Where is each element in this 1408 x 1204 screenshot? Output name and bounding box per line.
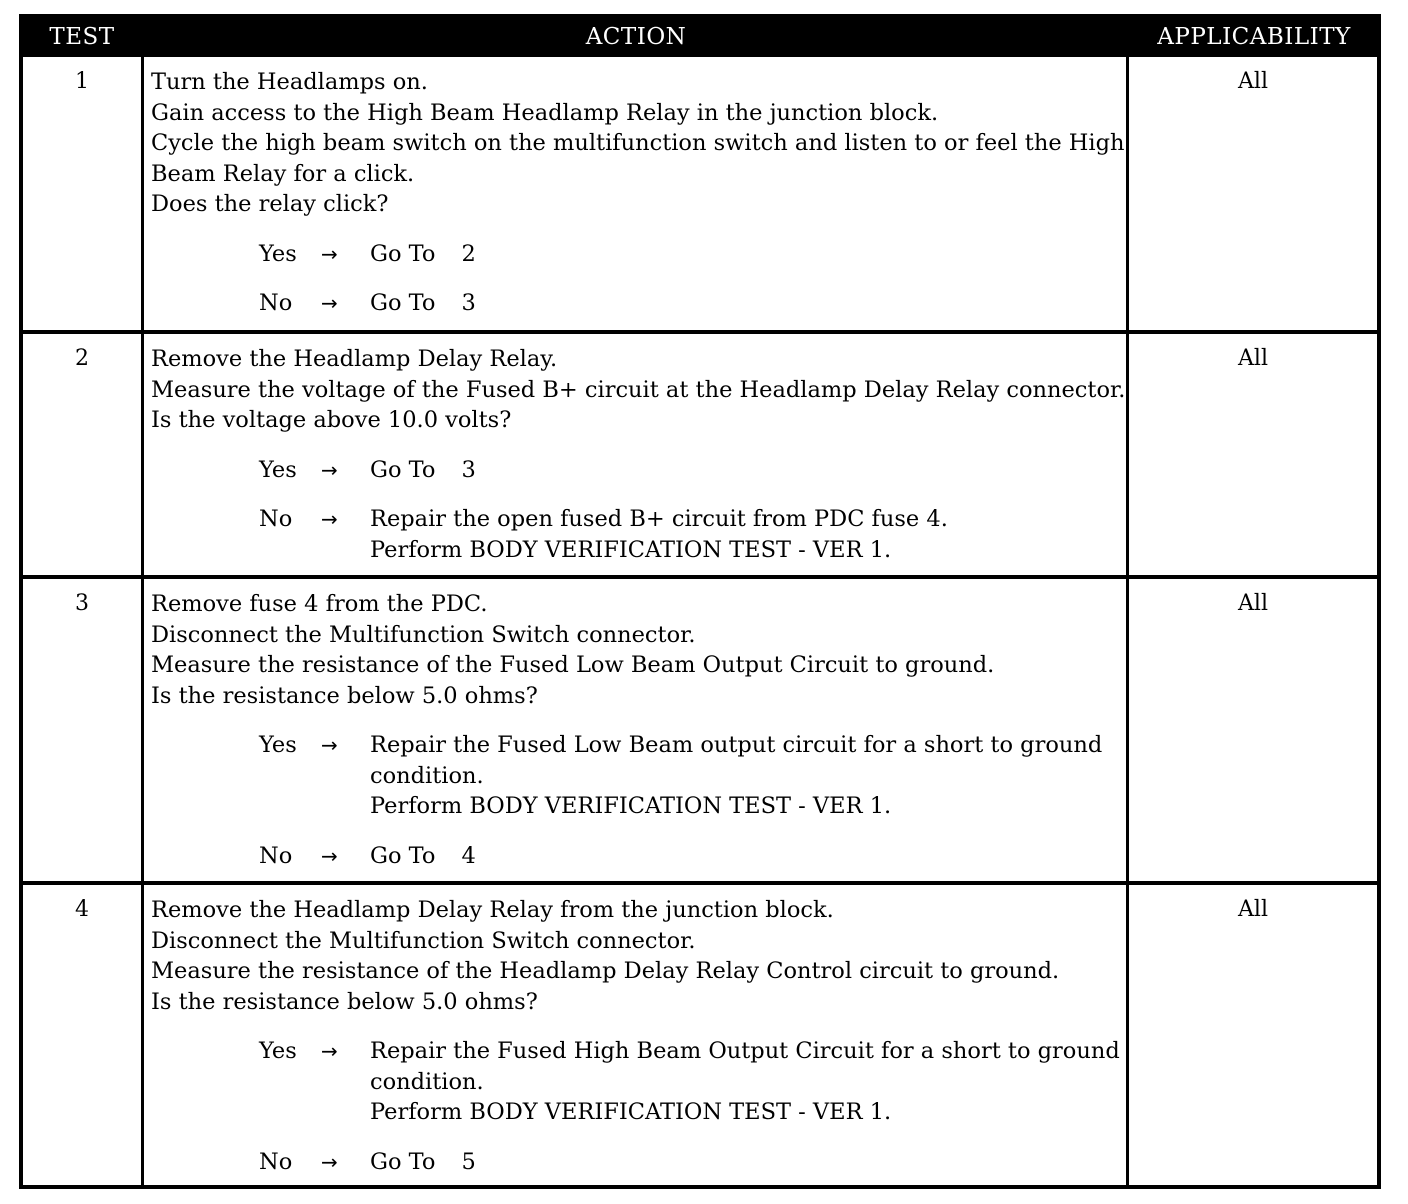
header-action: ACTION xyxy=(585,24,687,50)
yes-outcome xyxy=(259,239,1126,270)
applicability-cell: All xyxy=(1238,69,1268,94)
no-label: No xyxy=(259,506,293,532)
action-steps xyxy=(151,344,1126,436)
action-step: Remove fuse 4 from the PDC. xyxy=(151,591,488,617)
goto-number: 4 xyxy=(461,842,476,869)
applicability-cell: All xyxy=(1238,897,1268,922)
goto-number: 3 xyxy=(461,456,476,483)
test-row-2 xyxy=(23,330,1377,575)
action-step: Remove the Headlamp Delay Relay from the junction block. xyxy=(151,897,834,923)
test-row-3 xyxy=(23,575,1377,881)
test-number: 1 xyxy=(75,69,89,94)
test-number: 3 xyxy=(75,591,89,616)
goto-label: Go To xyxy=(370,240,436,267)
table-header xyxy=(23,18,1377,57)
action-steps xyxy=(151,67,1126,220)
test-row-4 xyxy=(23,881,1377,1185)
action-step: Does the relay click? xyxy=(151,191,389,217)
action-cell xyxy=(141,579,1129,881)
result-line: Repair the open fused B+ circuit from PDC fuse 4. xyxy=(370,506,948,532)
yes-label: Yes xyxy=(259,732,297,758)
right-arrow-icon: → xyxy=(321,1039,338,1063)
applicability-cell: All xyxy=(1238,346,1268,371)
action-step: Gain access to the High Beam Headlamp Relay in the junction block. xyxy=(151,99,939,126)
action-step: Measure the voltage of the Fused B+ circuit at the Headlamp Delay Relay connector. xyxy=(151,376,1126,403)
action-step: Cycle the high beam switch on the multifunction switch and listen to or feel the High xyxy=(151,130,1125,156)
action-step: Disconnect the Multifunction Switch connector. xyxy=(151,621,696,648)
action-step: Remove the Headlamp Delay Relay. xyxy=(151,346,558,372)
result-line: Perform BODY VERIFICATION TEST - VER 1. xyxy=(370,1099,892,1125)
right-arrow-icon: → xyxy=(321,241,338,266)
no-outcome xyxy=(259,504,1126,565)
action-cell xyxy=(141,57,1129,330)
goto-label: Go To xyxy=(370,842,436,869)
action-cell xyxy=(141,334,1129,575)
action-step: Turn the Headlamps on. xyxy=(151,69,428,95)
test-number: 4 xyxy=(75,897,89,922)
yes-label: Yes xyxy=(259,240,297,267)
right-arrow-icon: → xyxy=(321,1149,338,1174)
goto-label: Go To xyxy=(370,1148,436,1175)
right-arrow-icon: → xyxy=(321,507,338,531)
yes-outcome xyxy=(259,455,1126,486)
no-label: No xyxy=(259,1148,293,1175)
goto-label: Go To xyxy=(370,290,436,316)
result-line: Repair the Fused High Beam Output Circuit for a short to ground xyxy=(370,1038,1120,1064)
action-cell xyxy=(141,885,1129,1185)
action-step: Is the voltage above 10.0 volts? xyxy=(151,407,512,433)
diagnostic-test-table xyxy=(19,14,1381,1189)
no-outcome xyxy=(259,1147,1126,1178)
applicability-cell: All xyxy=(1238,591,1268,616)
result-line: Repair the Fused Low Beam output circuit for a short to ground xyxy=(370,732,1103,758)
no-label: No xyxy=(259,290,293,316)
action-step: Is the resistance below 5.0 ohms? xyxy=(151,682,538,709)
action-step: Measure the resistance of the Fused Low Beam Output Circuit to ground. xyxy=(151,652,995,678)
no-outcome xyxy=(259,841,1126,872)
action-step: Measure the resistance of the Headlamp Delay Relay Control circuit to ground. xyxy=(151,958,1060,984)
right-arrow-icon: → xyxy=(321,291,338,315)
right-arrow-icon: → xyxy=(321,733,338,757)
yes-label: Yes xyxy=(259,456,297,483)
goto-label: Go To xyxy=(370,456,436,483)
goto-number: 5 xyxy=(461,1148,476,1175)
action-step: Is the resistance below 5.0 ohms? xyxy=(151,988,538,1015)
yes-outcome xyxy=(259,1036,1126,1128)
test-number: 2 xyxy=(75,346,89,371)
action-steps xyxy=(151,895,1126,1017)
header-applicability: APPLICABILITY xyxy=(1157,24,1351,50)
action-step: Beam Relay for a click. xyxy=(151,160,415,187)
action-step: Disconnect the Multifunction Switch connector. xyxy=(151,927,696,954)
right-arrow-icon: → xyxy=(321,843,338,868)
result-line: Perform BODY VERIFICATION TEST - VER 1. xyxy=(370,536,892,563)
result-line: condition. xyxy=(370,1068,484,1095)
no-outcome xyxy=(259,288,1126,319)
result-line: Perform BODY VERIFICATION TEST - VER 1. xyxy=(370,793,892,819)
yes-label: Yes xyxy=(259,1038,297,1064)
goto-number: 2 xyxy=(461,240,476,267)
yes-outcome xyxy=(259,730,1126,822)
action-steps xyxy=(151,589,1126,711)
no-label: No xyxy=(259,842,293,869)
result-line: condition. xyxy=(370,762,484,789)
test-row-1 xyxy=(23,57,1377,330)
goto-number: 3 xyxy=(461,290,476,316)
right-arrow-icon: → xyxy=(321,457,338,482)
header-test: TEST xyxy=(49,24,115,50)
